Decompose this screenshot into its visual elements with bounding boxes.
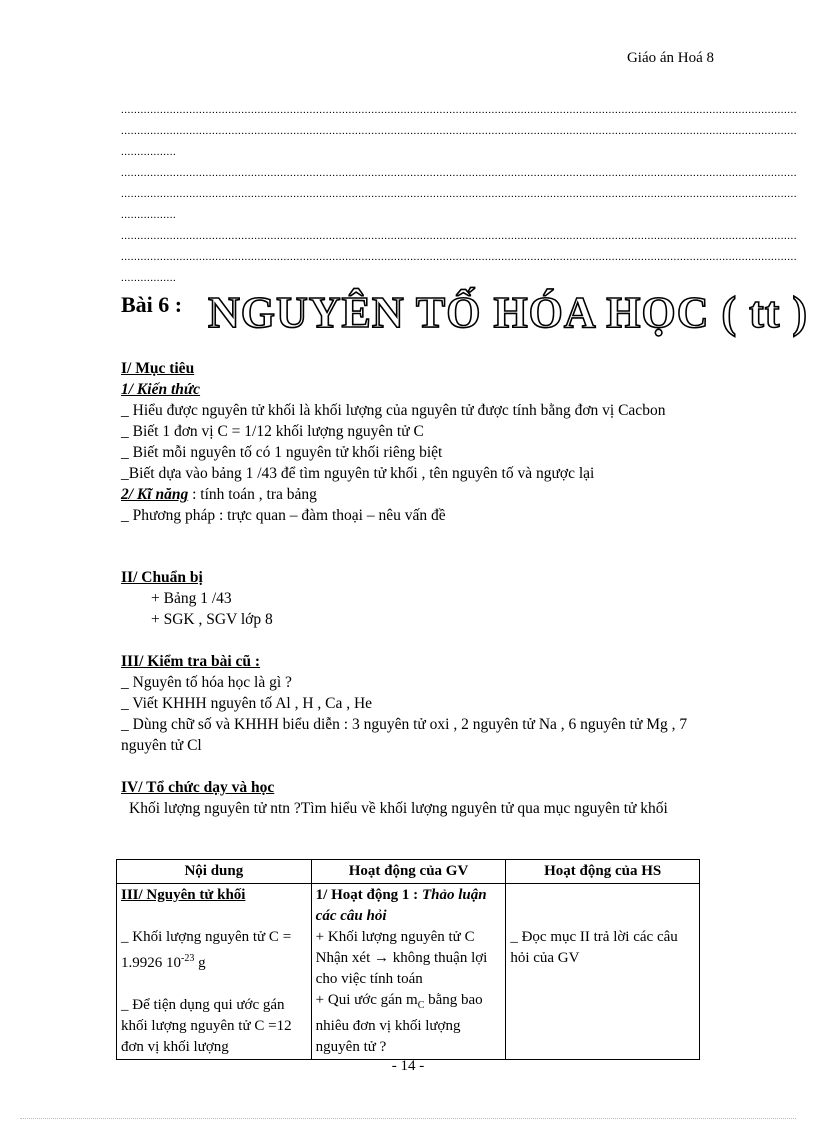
table-header: Nội dung [117,860,312,884]
lesson-table [116,859,700,1060]
q2-sub: C [417,1000,425,1011]
objective-item: _ Biết mỗi nguyên tố có 1 nguyên tử khối riêng biệt [121,444,443,461]
gv-remark [316,948,502,990]
dotted-line: ................................................................................................................................................................................................................ [121,104,797,116]
activity-heading [316,885,502,927]
remark-post: không thuận lợi cho việc tính toán [315,950,488,987]
q2-post: bằng bao nhiêu đơn vị khối lượng nguyên tử ? [315,992,483,1055]
hs-text: _ Đọc mục II trả lời các câu hỏi của GV [510,929,678,966]
dotted-line: ................................................................................................................................................................................................................ [121,125,797,137]
skills-text: : tính toán , tra bảng [192,486,317,503]
dotted-line: ................................................................................................................................................................................................................ [121,230,797,242]
section-heading: II/ Chuẩn bị [121,569,203,586]
arrow-icon: → [374,950,389,966]
dotted-line: ................................................................................................................................................................................................................ [121,251,797,263]
table-header: Hoạt động của GV [311,860,506,884]
table-header: Hoạt động của HS [506,860,700,884]
prep-item: + Bảng 1 /43 [151,590,232,607]
dotted-line: ................. [121,146,177,158]
page-number: - 14 - [391,1058,425,1074]
content-cell [117,884,312,1060]
intro-text: Khối lượng nguyên tử ntn ?Tìm hiểu về khối lượng nguyên tử qua mục nguyên tử khối [129,800,668,817]
review-item: _ Viết KHHH nguyên tố Al , H , Ca , He [121,695,373,712]
section-heading: I/ Mục tiêu [121,360,195,377]
lesson-title: NGUYÊN TỐ HÓA HỌC ( tt ) [208,288,809,337]
subsection-heading: 2/ Kĩ năng [121,486,189,503]
lesson-label: Bài 6 : [121,292,183,317]
content-title: III/ Nguyên tử khối [121,887,246,903]
dotted-line: ................. [121,209,177,221]
skills-line [121,484,701,505]
gv-question [316,990,502,1058]
prep-item: + SGK , SGV lớp 8 [151,611,273,628]
remark-pre: Nhận xét [315,950,374,966]
section-organization [121,777,701,819]
page-bottom-rule [20,1118,796,1119]
mass-line [121,927,307,974]
gv-cell [311,884,506,1060]
section-heading: IV/ Tổ chức dạy và học [121,779,275,796]
subsection-heading: 1/ Kiến thức [121,381,201,398]
section-review [121,651,701,756]
page-header: Giáo án Hoá 8 [626,50,714,66]
q2-pre: + Qui ước gán m [315,992,418,1008]
activity-label: 1/ Hoạt động 1 : [315,887,422,903]
convention-text: _ Để tiện dụng qui ước gán khối lượng nguyên tử C =12 đơn vị khối lượng [121,997,292,1055]
mass-text: _ Khối lượng nguyên tử C = 1.9926 10 [121,929,292,971]
objective-item: _ Biết 1 đơn vị C = 1/12 khối lượng nguyên tử C [121,423,424,440]
section-objectives [121,358,701,526]
mass-unit: g [194,955,206,971]
section-preparation [121,567,701,630]
dotted-line: ................. [121,272,177,284]
review-item: _ Nguyên tố hóa học là gì ? [121,674,292,691]
activity-title: Thảo luận các câu hỏi [315,887,487,924]
objective-item: _Biết dựa vào bảng 1 /43 để tìm nguyên tử khối , tên nguyên tố và ngược lại [121,465,595,482]
review-item: _ Dùng chữ số và KHHH biểu diễn : 3 nguyên tử oxi , 2 nguyên tử Na , 6 nguyên tử Mg , 7 nguyên tử Cl [121,716,688,754]
dotted-line: ................................................................................................................................................................................................................ [121,188,797,200]
mass-exponent: -23 [181,953,195,964]
section-heading: III/ Kiểm tra bài cũ : [121,653,261,670]
dotted-line: ................................................................................................................................................................................................................ [121,167,797,179]
objective-item: _ Hiểu được nguyên tử khối là khối lượng của nguyên tử được tính bằng đơn vị Cacbon [121,402,666,419]
hs-cell [506,884,700,1060]
method-line: _ Phương pháp : trực quan – đàm thoại – nêu vấn đề [121,507,446,524]
gv-question: + Khối lượng nguyên tử C [315,929,475,945]
